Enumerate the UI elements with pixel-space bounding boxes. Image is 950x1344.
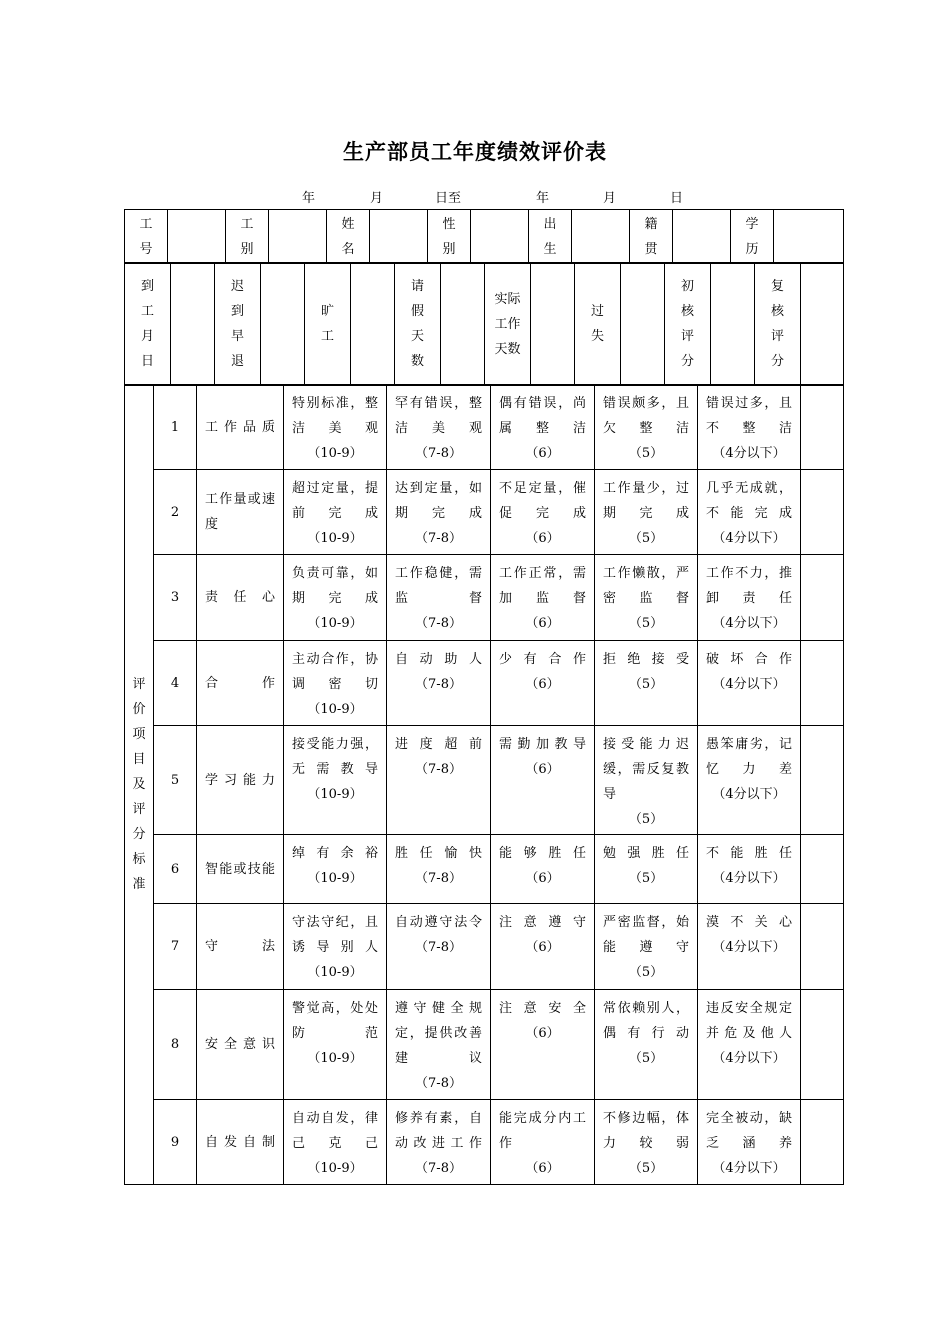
criteria-text: 自动助人 (395, 652, 482, 667)
criteria-level-2 (387, 385, 491, 470)
criteria-text: 偶有错误，尚属整洁 (499, 396, 586, 436)
label-native-place: 籍贯 (630, 210, 673, 264)
criteria-level-2 (387, 470, 491, 555)
criteria-text: 自动自发，律己克己 (292, 1111, 378, 1151)
item-score-field[interactable] (801, 385, 844, 470)
criteria-level-4 (595, 904, 698, 990)
criteria-score: （7-8） (415, 616, 462, 631)
criteria-score: （10-9） (307, 965, 363, 980)
evaluation-row (125, 726, 844, 835)
item-score-field[interactable] (801, 1100, 844, 1185)
criteria-level-1 (284, 555, 387, 641)
date-range-line (0, 187, 950, 207)
item-score-field[interactable] (801, 641, 844, 726)
criteria-score: （7-8） (415, 1161, 462, 1176)
criteria-score: （4分以下） (712, 616, 786, 631)
item-score-field[interactable] (801, 904, 844, 990)
criteria-level-4 (595, 385, 698, 470)
label-start-date: 到工月日 (125, 263, 171, 386)
criteria-text: 工作量少，过期完成 (603, 481, 689, 521)
criteria-level-3 (491, 470, 595, 555)
item-name: 守法 (197, 904, 284, 990)
criteria-level-1 (284, 990, 387, 1100)
criteria-score: （10-9） (307, 616, 363, 631)
criteria-text: 工作不力，推卸责任 (706, 566, 792, 606)
criteria-level-4 (595, 555, 698, 641)
criteria-score: （5） (628, 1161, 664, 1176)
criteria-score: （7-8） (415, 446, 462, 461)
field-late-early[interactable] (261, 263, 305, 386)
criteria-text: 能够胜任 (499, 846, 586, 861)
criteria-text: 警觉高，处处防范 (292, 1001, 378, 1041)
criteria-level-2 (387, 835, 491, 904)
criteria-text: 工作稳健，需监督 (395, 566, 482, 606)
criteria-level-3 (491, 726, 595, 835)
criteria-level-5 (698, 555, 801, 641)
label-employee-id: 工号 (125, 210, 168, 264)
field-initial-score[interactable] (711, 263, 755, 386)
criteria-score: （6） (525, 940, 560, 955)
criteria-level-2 (387, 904, 491, 990)
item-score-field[interactable] (801, 835, 844, 904)
item-name: 工作品质 (197, 385, 284, 470)
criteria-score: （10-9） (307, 531, 363, 546)
page-title: 生产部员工年度绩效评价表 (343, 140, 607, 164)
evaluation-row (125, 470, 844, 555)
criteria-score: （10-9） (307, 787, 363, 802)
criteria-score: （7-8） (415, 677, 462, 692)
field-leave-days[interactable] (441, 263, 485, 386)
criteria-level-5 (698, 470, 801, 555)
criteria-level-3 (491, 641, 595, 726)
criteria-score: （10-9） (307, 702, 363, 717)
criteria-level-5 (698, 1100, 801, 1185)
field-education[interactable] (774, 210, 844, 264)
item-score-field[interactable] (801, 726, 844, 835)
criteria-score: （5） (628, 446, 664, 461)
criteria-text: 工作正常，需加监督 (499, 566, 586, 606)
criteria-score: （5） (628, 1051, 664, 1066)
criteria-text: 愚笨庸劣，记忆力差 (706, 737, 792, 777)
criteria-level-1 (284, 904, 387, 990)
criteria-level-3 (491, 835, 595, 904)
evaluation-row (125, 641, 844, 726)
criteria-level-1 (284, 1100, 387, 1185)
field-actual-work-days[interactable] (531, 263, 575, 386)
criteria-text: 守法守纪，且诱导别人 (292, 915, 378, 955)
criteria-level-3 (491, 1100, 595, 1185)
evaluation-row (125, 1100, 844, 1185)
criteria-score: （4分以下） (712, 446, 786, 461)
field-faults[interactable] (621, 263, 665, 386)
criteria-score: （6） (525, 446, 560, 461)
criteria-score: （5） (628, 677, 664, 692)
criteria-text: 勉强胜任 (603, 846, 689, 861)
criteria-text: 漠不关心 (706, 915, 792, 930)
criteria-score: （4分以下） (712, 1051, 786, 1066)
criteria-score: （4分以下） (712, 531, 786, 546)
field-job-type[interactable] (269, 210, 327, 264)
criteria-text: 注意遵守 (499, 915, 586, 930)
criteria-level-1 (284, 641, 387, 726)
date-month-end: 月 (603, 191, 617, 206)
criteria-score: （4分以下） (712, 1161, 786, 1176)
criteria-text: 注意安全 (499, 1001, 586, 1016)
label-birth: 出生 (529, 210, 572, 264)
criteria-score: （7-8） (415, 1076, 462, 1091)
criteria-score: （10-9） (307, 1161, 363, 1176)
criteria-text: 绰有余裕 (292, 846, 378, 861)
date-month-start: 月 (370, 191, 384, 206)
field-native-place[interactable] (673, 210, 731, 264)
criteria-level-2 (387, 990, 491, 1100)
criteria-score: （6） (525, 531, 560, 546)
item-name: 安全意识 (197, 990, 284, 1100)
criteria-text: 负责可靠，如期完成 (292, 566, 378, 606)
criteria-text: 需勤加教导 (499, 737, 586, 752)
field-absenteeism[interactable] (351, 263, 395, 386)
item-number: 4 (154, 641, 197, 726)
item-score-field[interactable] (801, 470, 844, 555)
criteria-score: （7-8） (415, 871, 462, 886)
label-education: 学历 (731, 210, 774, 264)
criteria-level-4 (595, 990, 698, 1100)
item-number: 9 (154, 1100, 197, 1185)
criteria-score: （4分以下） (712, 677, 786, 692)
criteria-text: 遵守健全规定，提供改善建议 (395, 1001, 482, 1066)
criteria-level-3 (491, 385, 595, 470)
item-name: 学习能力 (197, 726, 284, 835)
criteria-level-1 (284, 385, 387, 470)
item-number: 7 (154, 904, 197, 990)
criteria-text: 严密监督，始能遵守 (603, 915, 689, 955)
item-number: 2 (154, 470, 197, 555)
criteria-level-5 (698, 990, 801, 1100)
criteria-text: 特别标准，整洁美观 (292, 396, 378, 436)
label-actual-work-days: 实际工作天数 (485, 263, 531, 386)
criteria-text: 拒绝接受 (603, 652, 689, 667)
criteria-score: （4分以下） (712, 787, 786, 802)
criteria-level-4 (595, 835, 698, 904)
criteria-score: （6） (525, 677, 560, 692)
criteria-score: （7-8） (415, 762, 462, 777)
item-number: 1 (154, 385, 197, 470)
criteria-text: 接受能力强，无需教导 (292, 737, 378, 777)
criteria-score: （6） (525, 871, 560, 886)
criteria-score: （6） (525, 1026, 560, 1041)
label-leave-days: 请假天数 (395, 263, 441, 386)
criteria-score: （10-9） (307, 1051, 363, 1066)
field-review-score[interactable] (801, 263, 844, 386)
criteria-score: （5） (628, 531, 664, 546)
criteria-score: （7-8） (415, 940, 462, 955)
criteria-text: 自动遵守法令 (395, 915, 482, 930)
criteria-level-3 (491, 555, 595, 641)
field-birth[interactable] (572, 210, 630, 264)
criteria-score: （4分以下） (712, 940, 786, 955)
criteria-score: （5） (628, 812, 664, 827)
criteria-text: 少有合作 (499, 652, 586, 667)
criteria-level-2 (387, 641, 491, 726)
label-faults: 过失 (575, 263, 621, 386)
criteria-score: （6） (525, 616, 560, 631)
evaluation-table (124, 384, 844, 1185)
criteria-score: （10-9） (307, 446, 363, 461)
label-review-score: 复核评分 (755, 263, 801, 386)
criteria-text: 不能胜任 (706, 846, 792, 861)
item-number: 5 (154, 726, 197, 835)
criteria-level-3 (491, 904, 595, 990)
criteria-score: （10-9） (307, 871, 363, 886)
criteria-text: 破坏合作 (706, 652, 792, 667)
criteria-level-2 (387, 726, 491, 835)
field-employee-id[interactable] (168, 210, 226, 264)
criteria-text: 接受能力迟缓，需反复教导 (603, 737, 689, 802)
label-late-early: 迟到早退 (215, 263, 261, 386)
criteria-level-1 (284, 726, 387, 835)
criteria-score: （5） (628, 871, 664, 886)
criteria-level-5 (698, 641, 801, 726)
criteria-text: 超过定量，提前完成 (292, 481, 378, 521)
criteria-text: 错误过多，且不整洁 (706, 396, 792, 436)
date-day-start: 日至 (435, 191, 462, 206)
item-number: 8 (154, 990, 197, 1100)
date-day-end: 日 (670, 191, 684, 206)
evaluation-row (125, 555, 844, 641)
criteria-level-5 (698, 726, 801, 835)
criteria-text: 几乎无成就，不能完成 (706, 481, 792, 521)
criteria-text: 不足定量，催促完成 (499, 481, 586, 521)
criteria-text: 工作懒散，严密监督 (603, 566, 689, 606)
item-name: 责任心 (197, 555, 284, 641)
criteria-level-2 (387, 555, 491, 641)
item-name: 自发自制 (197, 1100, 284, 1185)
criteria-text: 能完成分内工作 (499, 1111, 586, 1151)
section-label: 评价项目及评分标准 (125, 385, 154, 1185)
evaluation-row (125, 904, 844, 990)
criteria-text: 完全被动，缺乏涵养 (706, 1111, 792, 1151)
item-number: 3 (154, 555, 197, 641)
criteria-score: （7-8） (415, 531, 462, 546)
criteria-level-4 (595, 726, 698, 835)
date-year-start: 年 (302, 191, 316, 206)
criteria-text: 主动合作，协调密切 (292, 652, 378, 692)
criteria-level-1 (284, 470, 387, 555)
date-year-end: 年 (536, 191, 550, 206)
criteria-text: 胜任愉快 (395, 846, 482, 861)
criteria-level-5 (698, 385, 801, 470)
item-score-field[interactable] (801, 555, 844, 641)
criteria-level-4 (595, 1100, 698, 1185)
criteria-text: 常依赖别人，偶有行动 (603, 1001, 689, 1041)
criteria-text: 错误颇多，且欠整洁 (603, 396, 689, 436)
label-absenteeism: 旷工 (305, 263, 351, 386)
criteria-level-5 (698, 904, 801, 990)
criteria-text: 不修边幅，体力较弱 (603, 1111, 689, 1151)
item-name: 合作 (197, 641, 284, 726)
criteria-score: （6） (525, 762, 560, 777)
item-number: 6 (154, 835, 197, 904)
criteria-score: （5） (628, 616, 664, 631)
criteria-level-1 (284, 835, 387, 904)
label-gender: 性别 (428, 210, 471, 264)
criteria-level-2 (387, 1100, 491, 1185)
criteria-text: 罕有错误，整洁美观 (395, 396, 482, 436)
evaluation-row (125, 835, 844, 904)
label-job-type: 工别 (226, 210, 269, 264)
criteria-text: 修养有素，自动改进工作 (395, 1111, 482, 1151)
criteria-score: （6） (525, 1161, 560, 1176)
field-name[interactable] (370, 210, 428, 264)
criteria-level-5 (698, 835, 801, 904)
criteria-text: 达到定量，如期完成 (395, 481, 482, 521)
criteria-level-4 (595, 470, 698, 555)
criteria-text: 进度超前 (395, 737, 482, 752)
field-start-date[interactable] (171, 263, 215, 386)
info-table (124, 209, 844, 264)
label-initial-score: 初核评分 (665, 263, 711, 386)
evaluation-row (125, 385, 844, 470)
field-gender[interactable] (471, 210, 529, 264)
criteria-level-4 (595, 641, 698, 726)
item-name: 智能或技能 (197, 835, 284, 904)
evaluation-row (125, 990, 844, 1100)
criteria-level-3 (491, 990, 595, 1100)
criteria-score: （5） (628, 965, 664, 980)
label-name: 姓名 (327, 210, 370, 264)
item-name: 工作量或速度 (197, 470, 284, 555)
criteria-score: （4分以下） (712, 871, 786, 886)
criteria-text: 违反安全规定并危及他人 (706, 1001, 792, 1041)
attendance-table (124, 262, 844, 386)
item-score-field[interactable] (801, 990, 844, 1100)
